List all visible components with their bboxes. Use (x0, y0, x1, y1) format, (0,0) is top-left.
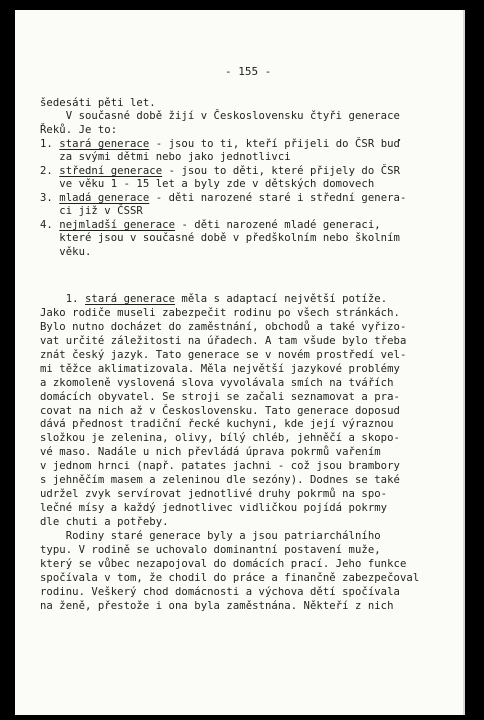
text-line: mi těžce aklimatizovala. Měla největší jazykové problémy (40, 363, 400, 375)
text-line: s jehněčím masem a zeleninou dle sezóny). Dodnes se také (40, 474, 400, 486)
text-line: typu. V rodině se uchovalo dominantní postavení muže, (40, 544, 381, 556)
list-prefix: 1. (40, 293, 85, 305)
text-line: vé maso. Nadále u nich převládá úprava pokrmů vařením (40, 446, 381, 458)
text-line: za svými dětmi nebo jako jednotlivci (40, 151, 291, 163)
text-line: Rodiny staré generace byly a jsou patriarchálního (40, 530, 381, 542)
text-line: covat na nich až v Československu. Tato generace doposud (40, 405, 400, 417)
text-line: Jako rodiče museli zabezpečit rodinu po všech stránkách. (40, 307, 400, 319)
text-line: ve věku 1 - 15 let a byly zde v dětských domovech (40, 178, 375, 190)
text-line: který se vůbec nezapojoval do domácích prací. Jeho funkce (40, 558, 407, 570)
line-text: - jsou to děti, které přijely do ČSR (162, 165, 400, 177)
text-line: ci již v ČSSR (40, 205, 143, 217)
underlined-term: stará generace (59, 138, 150, 150)
text-line: spočívala v tom, že chodil do práce a finančně zabezpečoval (40, 572, 420, 584)
text-line (40, 219, 381, 232)
page-edge (463, 10, 465, 715)
line-text: měla s adaptací největší potíže. (175, 293, 388, 305)
text-line: a zkomoleně vyslovená slova vyvolávala smích na tvářích (40, 377, 394, 389)
text-line: složkou je zelenina, olivy, bílý chléb, jehněčí a skopo- (40, 432, 400, 444)
text-line: domácích obyvatel. Se stroji se začali seznamovat a pra- (40, 391, 400, 403)
text-line: lečné mísy a každý jednotlivec vidličkou pojídá pokrmy (40, 502, 388, 514)
text-line: Řeků. Je to: (40, 124, 118, 136)
line-text: - děti narozené mladé generaci, (175, 219, 381, 231)
text-line: vat určité záležitosti na úřadech. A tam všude bylo třeba (40, 335, 407, 347)
text-line: dle chuti a potřeby. (40, 516, 169, 528)
text-line: udržel zvyk servírovat jednotlivé druhy pokrmů na spo- (40, 488, 388, 500)
text-line (40, 165, 400, 178)
text-line: znát český jazyk. Tato generace se v novém prostředí vel- (40, 349, 407, 361)
text-line: dává přednost tradiční řecké kuchyni, kde její výraznou (40, 418, 394, 430)
underlined-term: střední generace (59, 165, 163, 177)
underlined-term: stará generace (85, 293, 175, 305)
text-line: V současné době žijí v Československu čtyři generace (40, 110, 400, 122)
underlined-term: nejmladší generace (59, 219, 176, 231)
page-number: - 155 - (225, 65, 272, 78)
text-line (40, 138, 400, 151)
text-line (40, 293, 387, 306)
list-prefix: 2. (40, 165, 60, 177)
line-text: - jsou to ti, kteří přijeli do ČSR buď (149, 138, 400, 150)
text-line: na ženě, přestože i ona byla zaměstnána. Někteří z nich (40, 600, 394, 612)
text-line: věku. (40, 246, 92, 258)
list-prefix: 4. (40, 219, 60, 231)
document-page (15, 10, 465, 715)
text-line: rodinu. Veškerý chod domácnosti a výchova dětí spočívala (40, 586, 400, 598)
line-text: - děti narozené staré i střední genera- (149, 192, 407, 204)
text-line: šedesáti pěti let. (40, 97, 156, 109)
text-line (40, 192, 406, 205)
text-line: v jednom hrnci (např. patates jachni - což jsou brambory (40, 460, 400, 472)
list-prefix: 3. (40, 192, 60, 204)
underlined-term: mladá generace (59, 192, 150, 204)
text-line: které jsou v současné době v předškolním nebo školním (40, 232, 400, 244)
text-line: Bylo nutno docházet do zaměstnání, obchodů a také vyřizo- (40, 321, 407, 333)
list-prefix: 1. (40, 138, 60, 150)
